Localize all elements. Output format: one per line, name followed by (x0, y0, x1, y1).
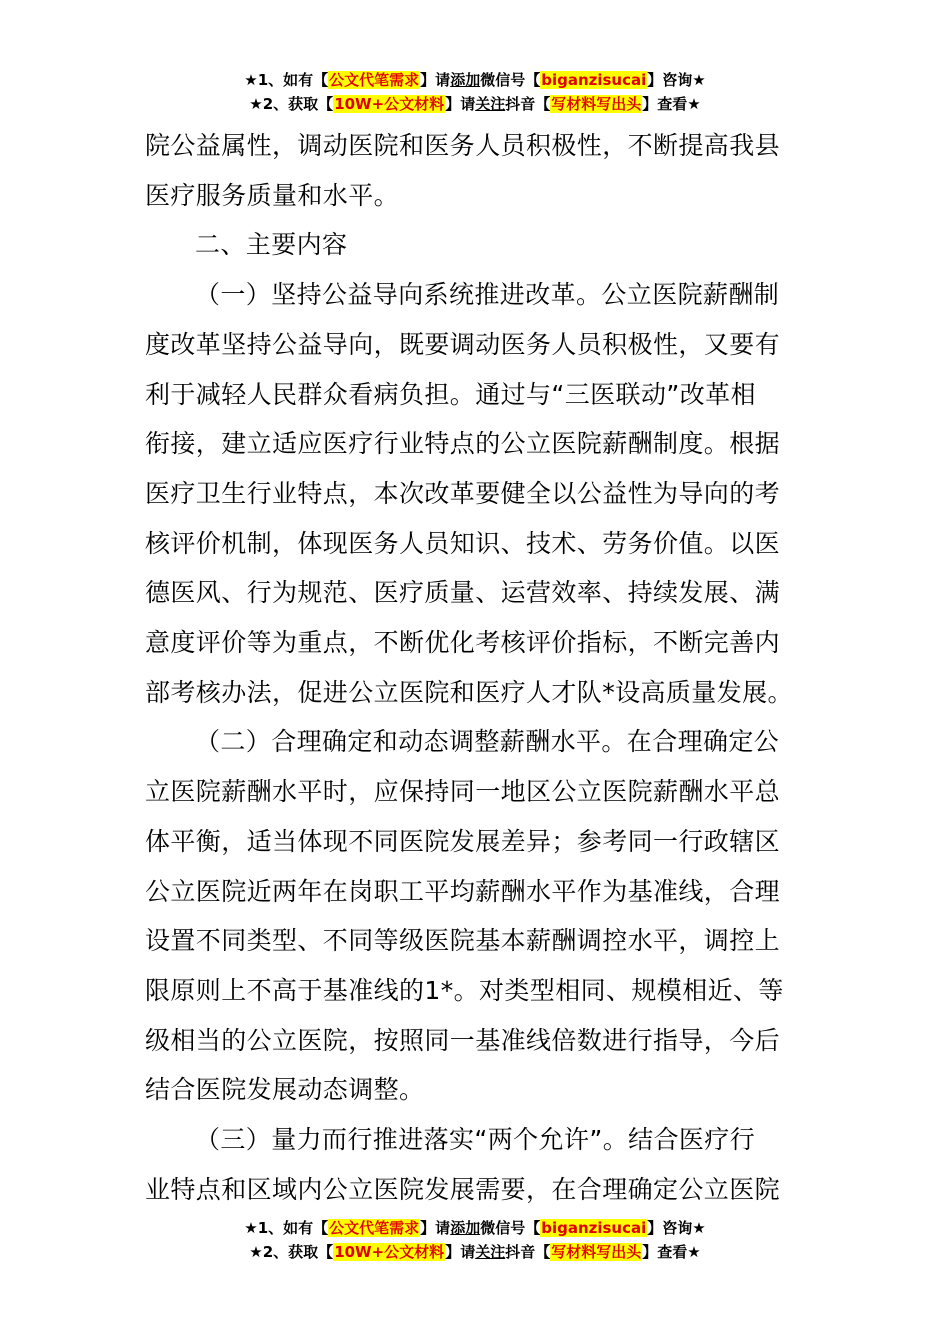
notice-underline: 添加 (450, 71, 481, 89)
notice-highlight: 10W+公文材料 (334, 95, 445, 113)
body-line: 利于减轻人民群众看病负担。通过与“三医联动”改革相 (145, 379, 756, 409)
body-line: 度改革坚持公益导向，既要调动医务人员积极性，又要有 (145, 329, 781, 359)
notice-text: 微信号【 (480, 1219, 541, 1237)
notice-text: ★1、如有【 (244, 71, 329, 89)
body-line: 部考核办法，促进公立医院和医疗人才队*设高质量发展。 (145, 677, 793, 707)
notice-text: 】查看★ (642, 1243, 701, 1261)
body-line: 医疗卫生行业特点，本次改革要健全以公益性为导向的考 (145, 478, 781, 508)
notice-text: 】请 (420, 71, 451, 89)
body-line: 限原则上不高于基准线的1*。对类型相同、规模相近、等 (145, 975, 784, 1005)
notice-text: 】咨询★ (647, 1219, 706, 1237)
body-line: 德医风、行为规范、医疗质量、运营效率、持续发展、满 (145, 578, 781, 608)
notice-text: 抖音【 (505, 95, 551, 113)
notice-line-1 (0, 1216, 950, 1240)
header-notice (0, 68, 950, 116)
body-line: 院公益属性，调动医院和医务人员积极性，不断提高我县 (145, 131, 781, 160)
notice-line-2 (0, 92, 950, 116)
notice-text: ★2、获取【 (249, 1243, 334, 1261)
footer-notice (0, 1216, 950, 1264)
document-body (145, 121, 795, 1214)
notice-underline: 关注 (475, 1243, 506, 1261)
notice-text: 】查看★ (642, 95, 701, 113)
body-line: 业特点和区域内公立医院发展需要，在合理确定公立医院 (145, 1174, 781, 1204)
body-line: 公立医院近两年在岗职工平均薪酬水平作为基准线，合理 (145, 876, 781, 906)
notice-line-2 (0, 1240, 950, 1264)
section-heading: 二、主要内容 (195, 230, 348, 260)
notice-underline: 添加 (450, 1219, 481, 1237)
notice-highlight: biganzisucai (541, 71, 647, 89)
notice-text: 】咨询★ (647, 71, 706, 89)
notice-text: 微信号【 (480, 71, 541, 89)
notice-text: ★1、如有【 (244, 1219, 329, 1237)
notice-text: 】请 (445, 95, 476, 113)
notice-text: 】请 (445, 1243, 476, 1261)
notice-underline: 关注 (475, 95, 506, 113)
body-line: （三）量力而行推进落实“两个允许”。结合医疗行 (195, 1125, 756, 1155)
notice-text: 】请 (420, 1219, 451, 1237)
notice-highlight: biganzisucai (541, 1219, 647, 1237)
notice-highlight: 公文代笔需求 (329, 71, 420, 89)
body-line: （一）坚持公益导向系统推进改革。公立医院薪酬制 (195, 280, 780, 310)
body-line: 意度评价等为重点，不断优化考核评价指标，不断完善内 (145, 628, 781, 658)
body-line: 立医院薪酬水平时，应保持同一地区公立医院薪酬水平总 (145, 777, 781, 807)
body-line: （二）合理确定和动态调整薪酬水平。在合理确定公 (195, 727, 780, 757)
notice-highlight: 写材料写出头 (551, 95, 642, 113)
notice-highlight: 10W+公文材料 (334, 1243, 445, 1261)
body-line: 衔接，建立适应医疗行业特点的公立医院薪酬制度。根据 (145, 429, 781, 459)
notice-highlight: 写材料写出头 (551, 1243, 642, 1261)
body-line: 级相当的公立医院，按照同一基准线倍数进行指导，今后 (145, 1025, 781, 1055)
notice-highlight: 公文代笔需求 (329, 1219, 420, 1237)
notice-text: ★2、获取【 (249, 95, 334, 113)
body-line: 体平衡，适当体现不同医院发展差异；参考同一行政辖区 (145, 826, 781, 856)
notice-line-1 (0, 68, 950, 92)
body-line: 结合医院发展动态调整。 (145, 1075, 425, 1105)
body-line: 设置不同类型、不同等级医院基本薪酬调控水平，调控上 (145, 926, 781, 956)
body-line: 核评价机制，体现医务人员知识、技术、劳务价值。以医 (145, 528, 781, 558)
notice-text: 抖音【 (505, 1243, 551, 1261)
body-line: 医疗服务质量和水平。 (145, 180, 400, 210)
